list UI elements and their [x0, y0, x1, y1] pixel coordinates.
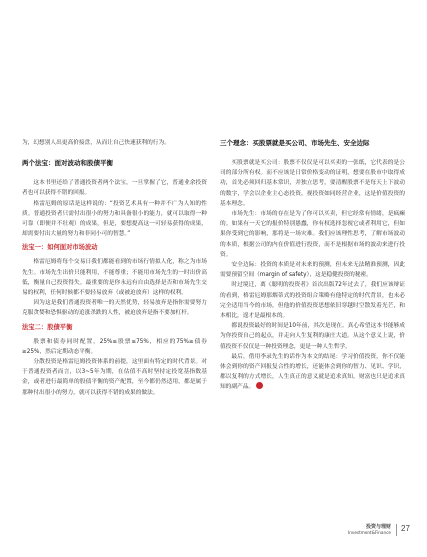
brand-name-cn: 投资与理财 [365, 524, 391, 530]
body-paragraph: 股票和债券同时配置，25%≤股票≤75%，相应的75%≥债券≥25%，然后定期动态平衡。 [22, 338, 207, 355]
subheading-treasure-two: 法宝二：股债平衡 [22, 323, 73, 331]
brand-name-en: Investment&Finance [347, 530, 391, 535]
page-number: 27 [401, 524, 410, 533]
closing-paragraph-text: 最后，借用李录先生的话作为本文的结尾：学习价值投资，你不仅能体会到你的资产回报复合性的增长，还能体会到你的智力、见识、学识，都以复利的方式增长，人生真正的意义就是追求真知，财富也只是追求真知的副产品。 [220, 353, 405, 391]
body-paragraph: 时过境迁，离《聪明的投资者》首次出版72年过去了，我们应该辩证的看到，格雷厄姆那烟蒂式的投资组合策略有他特定的时代背景，也未必完全适用当今的市场，但他的价值投资思想依旧穿越时空散发着光芒，和本相比，遑才是最根本的。 [220, 282, 405, 320]
closing-paragraph [220, 352, 405, 393]
body-paragraph: 市场先生：市场的存在是为了你可以买卖，但它经常有情绪，是疯癫的。如果有一天它的报价特别愚蠢，你有权选择忽视它或者利用它，但如果你受到它的影响，那将是一场灾难。我们应该理性思考，了解市场波动的本质，根据公司的内在价值进行投资，而不是根据市场的波动来进行投资。 [220, 211, 405, 258]
body-paragraph: 安全边际：投资的本质是对未来的预测，但未来无法精准预测，因此需要预留空间（margin of safety），这是稳健投资的秘密。 [220, 262, 405, 279]
article-end-mark-icon [256, 382, 263, 389]
body-paragraph: 买股票就是买公司：股票不仅仅是可以买卖的一张纸，它代表的是公司的部分所有权。而不应该是日常价格变动的证明，想要在股市中取得成功，首先必须回归基本常识，并独立思考，要清醒股票不是每天上下波动的数字，学会以企业主心态投资，视投资如同经营企业，这是价值投资的基本理念。 [220, 160, 405, 207]
body-paragraph: 因为这是我们普通投资者唯一的天然优势，轻易放弃是指你需要努力克服贪婪和恐惧驱动的追涨杀跌的人性，被迫放弃是指不要加杠杆。 [22, 300, 207, 317]
body-paragraph: 格雷厄姆将每个交易日我们都能看到的市场行情拟人化，称之为市场先生。市场先生出价只能利用，不能尊重；不能用市场先生的一时出价高低，衡量自己投资得失。最重要的是你永远有自由选择是否和市场先生交易的权利，任何时候都不要轻易放弃（或被迫放弃）这样的权利。 [22, 259, 207, 297]
body-paragraph: 都说投资最好的时间是10年前，其次是现在。真心希望这本书能够成为你投资自己的起点，并走向人生复利的康庄大道。从这个意义上说，价值投资不仅仅是一种投资理念，更是一种人生哲学。 [220, 323, 405, 350]
section-heading-three-concepts: 三个理念：买股票就是买公司、市场先生、安全边际 [220, 139, 370, 147]
magazine-brand [348, 524, 391, 536]
section-heading-two-treasures: 两个法宝：面对波动和股债平衡 [22, 159, 113, 168]
left-column [22, 138, 207, 398]
body-paragraph: 格雷厄姆的原话是这样说的：“投资艺术具有一种并不广为人知的性质。普通投资者只需付出很小的努力和具备很小的能力，就可以取得一种可靠（即便并不壮观）的成果。但是，要想提高这一可轻易获得的成果，却需要付出大量的努力和非同小可的智慧。” [22, 200, 207, 238]
footer-divider [396, 524, 397, 536]
body-paragraph: 分散投资是格雷厄姆投资体系的前提，这里面有特定的时代背景。对于普通投资者而言，以3~5年为期，在估值不高时坚持定投宽基指数基金，或者进行最简单的股债平衡的资产配置，至今都仍然适用，都是属于那种付出很小的努力，就可以获得不错的成果的做法。 [22, 359, 207, 396]
body-paragraph: 这本书里还给了普通投资者两个法宝，一旦掌握了它，普通业余投资者也可以获得不错的回报。 [22, 180, 207, 197]
right-column [220, 138, 405, 393]
intro-paragraph: 为，幻想别人出更高价接盘，从而让自己快速获利的行为。 [22, 140, 170, 146]
subheading-treasure-one: 法宝一：如何面对市场波动 [22, 244, 98, 252]
